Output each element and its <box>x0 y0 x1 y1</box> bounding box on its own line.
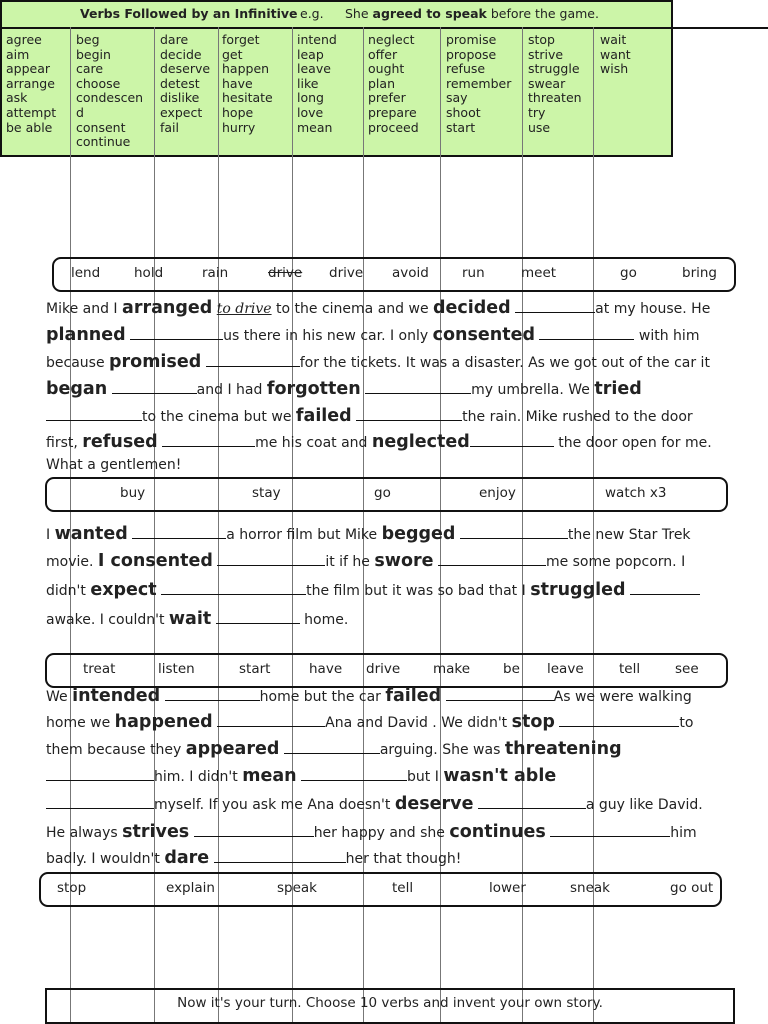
word: enjoy <box>479 485 516 501</box>
answer-blank[interactable] <box>46 794 154 809</box>
word-box-2 <box>45 477 728 512</box>
answer-blank[interactable] <box>559 712 679 727</box>
verb-column: wait want wish <box>600 32 631 77</box>
table-header <box>0 0 768 29</box>
story-line: to the cinema but we failed the rain. Mike rushed to the door <box>46 403 693 429</box>
answer-blank[interactable] <box>515 298 595 313</box>
word: go out <box>670 880 714 896</box>
answer-blank[interactable] <box>438 551 546 566</box>
answer-blank[interactable] <box>161 580 306 595</box>
verb-table <box>0 0 673 157</box>
answer-blank[interactable] <box>112 379 197 394</box>
story-line: badly. I wouldn't dare her that though! <box>46 848 462 868</box>
word: leave <box>547 661 584 677</box>
word: stop <box>57 880 87 896</box>
word: listen <box>158 661 195 677</box>
verb-column: promise propose refuse remember say shoot start <box>446 32 512 135</box>
answer-blank[interactable] <box>206 352 300 367</box>
answer-blank[interactable] <box>478 794 586 809</box>
word: drive <box>329 265 364 281</box>
word: lend <box>71 265 101 281</box>
word-crossed-out: drive <box>268 265 303 281</box>
answer-blank[interactable] <box>130 325 223 340</box>
answer-blank[interactable] <box>46 766 154 781</box>
word: treat <box>83 661 116 677</box>
verb-column: neglect offer ought plan prefer prepare proceed <box>368 32 419 135</box>
answer-blank[interactable] <box>194 822 314 837</box>
word: see <box>675 661 699 677</box>
verb-column: stop strive struggle swear threaten try use <box>528 32 582 135</box>
answer-blank[interactable] <box>217 712 325 727</box>
answer-blank[interactable] <box>630 580 700 595</box>
story-line: them because they appeared arguing. She was threatening <box>46 739 622 759</box>
story-line: movie. I consented it if he swore me some popcorn. I <box>46 551 686 571</box>
handwritten-answer: to drive <box>216 301 272 317</box>
word: tell <box>619 661 641 677</box>
answer-blank[interactable] <box>46 406 142 421</box>
answer-blank[interactable] <box>301 766 407 781</box>
table-title: Verbs Followed by an Infinitive <box>80 6 298 21</box>
answer-blank[interactable] <box>550 822 670 837</box>
verb-column: beg begin care choose condescen d consent continue <box>76 32 144 150</box>
answer-blank[interactable] <box>165 686 260 701</box>
word: start <box>239 661 271 677</box>
instruction-box <box>45 988 735 1024</box>
word: run <box>462 265 485 281</box>
story-line: myself. If you ask me Ana doesn't deserve a guy like David. <box>46 791 703 817</box>
answer-blank[interactable] <box>470 432 554 447</box>
answer-blank[interactable] <box>460 524 568 539</box>
word: lower <box>489 880 526 896</box>
story-line: planned us there in his new car. I only consented with him <box>46 325 700 345</box>
story-line: first, refused me his coat and neglected the door open for me. <box>46 432 712 452</box>
word: hold <box>134 265 164 281</box>
story-line: home we happened Ana and David . We didn't stop to <box>46 712 694 732</box>
answer-blank[interactable] <box>446 686 554 701</box>
word: go <box>374 485 391 501</box>
eg-label: e.g. <box>300 6 324 21</box>
word: sneak <box>570 880 610 896</box>
word: tell <box>392 880 414 896</box>
answer-blank[interactable] <box>217 551 325 566</box>
instruction-text: Now it's your turn. Choose 10 verbs and invent your own story. <box>177 995 603 1011</box>
story-line: began and I had forgotten my umbrella. We tried <box>46 379 642 399</box>
word: watch x3 <box>605 485 667 501</box>
verb-column: forget get happen have hesitate hope hurry <box>222 32 273 135</box>
answer-blank[interactable] <box>214 848 346 863</box>
example-sentence: She agreed to speak before the game. <box>345 6 599 21</box>
story-line: He always strives her happy and she continues him <box>46 822 697 842</box>
word: have <box>309 661 343 677</box>
word: rain <box>202 265 229 281</box>
word: bring <box>682 265 717 281</box>
answer-blank[interactable] <box>132 524 226 539</box>
word: explain <box>166 880 215 896</box>
answer-blank[interactable] <box>365 379 471 394</box>
answer-blank[interactable] <box>356 406 462 421</box>
answer-blank[interactable] <box>162 432 255 447</box>
story-line: Mike and I arranged to drive to the cinema and we decided at my house. He <box>46 298 711 318</box>
story-line: him. I didn't mean but I wasn't able <box>46 763 556 789</box>
word: drive <box>366 661 401 677</box>
story-line: What a gentlemen! <box>46 457 182 473</box>
story-line: awake. I couldn't wait home. <box>46 609 349 629</box>
story-line: I wanted a horror film but Mike begged the new Star Trek <box>46 524 691 544</box>
word: buy <box>120 485 146 501</box>
story-line: because promised for the tickets. It was a disaster. As we got out of the car it <box>46 352 710 372</box>
word: stay <box>252 485 281 501</box>
answer-blank[interactable] <box>539 325 634 340</box>
word: be <box>503 661 520 677</box>
word: make <box>433 661 471 677</box>
word: speak <box>277 880 317 896</box>
verb-column: dare decide deserve detest dislike expect fail <box>160 32 211 135</box>
verb-column: intend leap leave like long love mean <box>297 32 337 135</box>
story-line: didn't expect the film but it was so bad that I struggled <box>46 577 700 603</box>
word: go <box>620 265 637 281</box>
word: avoid <box>392 265 429 281</box>
word-box-4 <box>39 872 722 907</box>
answer-blank[interactable] <box>284 739 380 754</box>
verb-column: agree aim appear arrange ask attempt be able <box>6 32 57 135</box>
word-box-1 <box>52 257 736 292</box>
word: meet <box>521 265 557 281</box>
answer-blank[interactable] <box>216 609 300 624</box>
story-line: We intended home but the car failed As we were walking <box>46 686 692 706</box>
